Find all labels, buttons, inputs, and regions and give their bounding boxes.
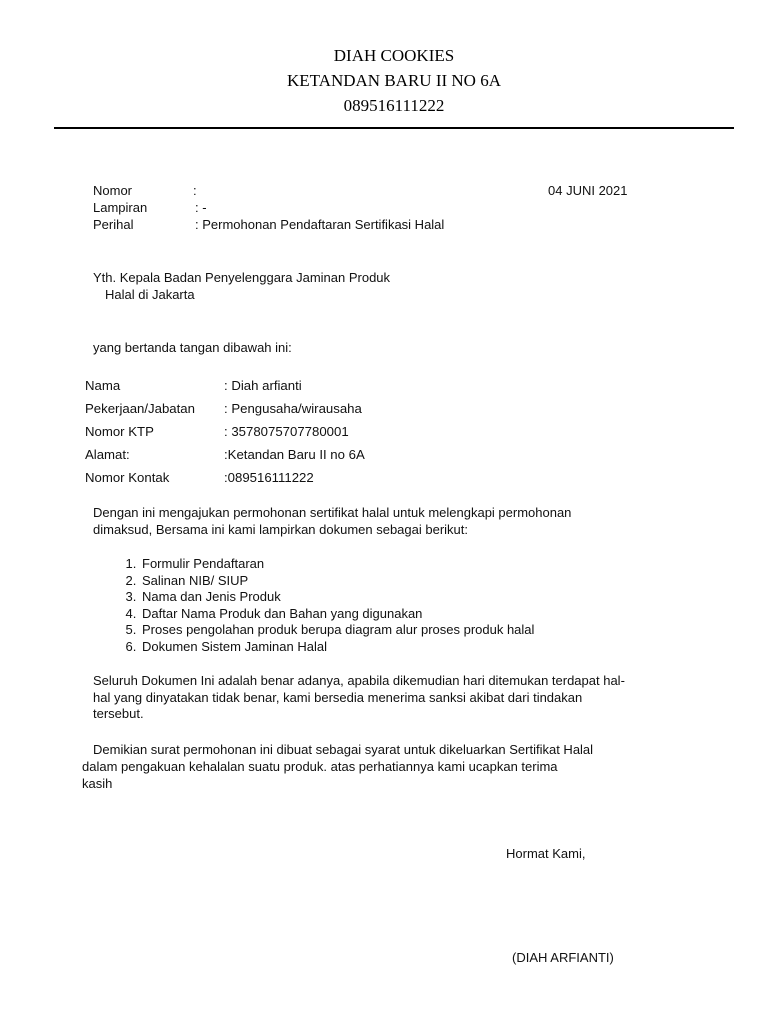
nomor-label: Nomor — [93, 183, 133, 198]
closing-line-3: kasih — [82, 776, 113, 791]
identity-label-kontak: Nomor Kontak — [85, 470, 170, 485]
company-name: DIAH COOKIES — [333, 46, 455, 65]
signature-greeting: Hormat Kami, — [506, 846, 586, 861]
identity-label-nama: Nama — [85, 378, 121, 393]
closing-line-2: dalam pengakuan kehalalan suatu produk. atas perhatiannya kami ucapkan terima — [82, 759, 558, 774]
request-line-1: Dengan ini mengajukan permohonan sertifikat halal untuk melengkapi permohonan — [93, 505, 572, 520]
declaration-line-1: Seluruh Dokumen Ini adalah benar adanya, apabila dikemudian hari ditemukan terdapat hal- — [93, 673, 625, 688]
request-paragraph — [93, 505, 571, 538]
declaration-line-2: hal yang dinyatakan tidak benar, kami bersedia menerima sanksi akibat dari tindakan — [93, 689, 583, 705]
list-item: 5. Proses pengolahan produk berupa diagram alur proses produk halal — [140, 622, 534, 639]
identity-label-ktp: Nomor KTP — [85, 424, 154, 439]
identity-value-nama: : Diah arfianti — [224, 378, 302, 393]
letter-date: 04 JUNI 2021 — [548, 183, 628, 198]
letterhead-divider — [54, 127, 734, 129]
identity-label-pekerjaan: Pekerjaan/Jabatan — [85, 401, 195, 416]
list-item: 3. Nama dan Jenis Produk — [140, 589, 534, 606]
identity-value-pekerjaan: : Pengusaha/wirausaha — [224, 401, 362, 416]
nomor-value: : — [193, 183, 197, 198]
identity-value-alamat: :Ketandan Baru II no 6A — [224, 447, 365, 462]
identity-label-alamat: Alamat: — [85, 447, 130, 462]
company-address: KETANDAN BARU II NO 6A — [287, 71, 501, 90]
document-list — [92, 556, 534, 656]
list-item: 1. Formulir Pendaftaran — [140, 556, 534, 573]
recipient-line-1: Yth. Kepala Badan Penyelenggara Jaminan Produk — [93, 270, 391, 285]
perihal-label: Perihal — [93, 217, 134, 232]
lampiran-value: : - — [195, 200, 207, 215]
company-phone: 089516111222 — [343, 96, 445, 115]
closing-line-1: Demikian surat permohonan ini dibuat sebagai syarat untuk dikeluarkan Sertifikat Halal — [93, 742, 594, 757]
intro-text: yang bertanda tangan dibawah ini: — [93, 340, 292, 355]
list-item: 4. Daftar Nama Produk dan Bahan yang digunakan — [140, 606, 534, 623]
signature-name: (DIAH ARFIANTI) — [512, 950, 614, 965]
identity-value-ktp: : 3578075707780001 — [224, 424, 349, 439]
identity-value-kontak: :089516111222 — [224, 470, 314, 485]
declaration-paragraph — [93, 673, 625, 723]
recipient-line-2: Halal di Jakarta — [105, 287, 195, 302]
list-item: 2. Salinan NIB/ SIUP — [140, 573, 534, 590]
request-line-2: dimaksud, Bersama ini kami lampirkan dokumen sebagai berikut: — [93, 521, 469, 537]
declaration-line-3: tersebut. — [93, 706, 144, 722]
list-item: 6. Dokumen Sistem Jaminan Halal — [140, 639, 534, 656]
perihal-value: : Permohonan Pendaftaran Sertifikasi Halal — [195, 217, 445, 232]
lampiran-label: Lampiran — [93, 200, 148, 215]
